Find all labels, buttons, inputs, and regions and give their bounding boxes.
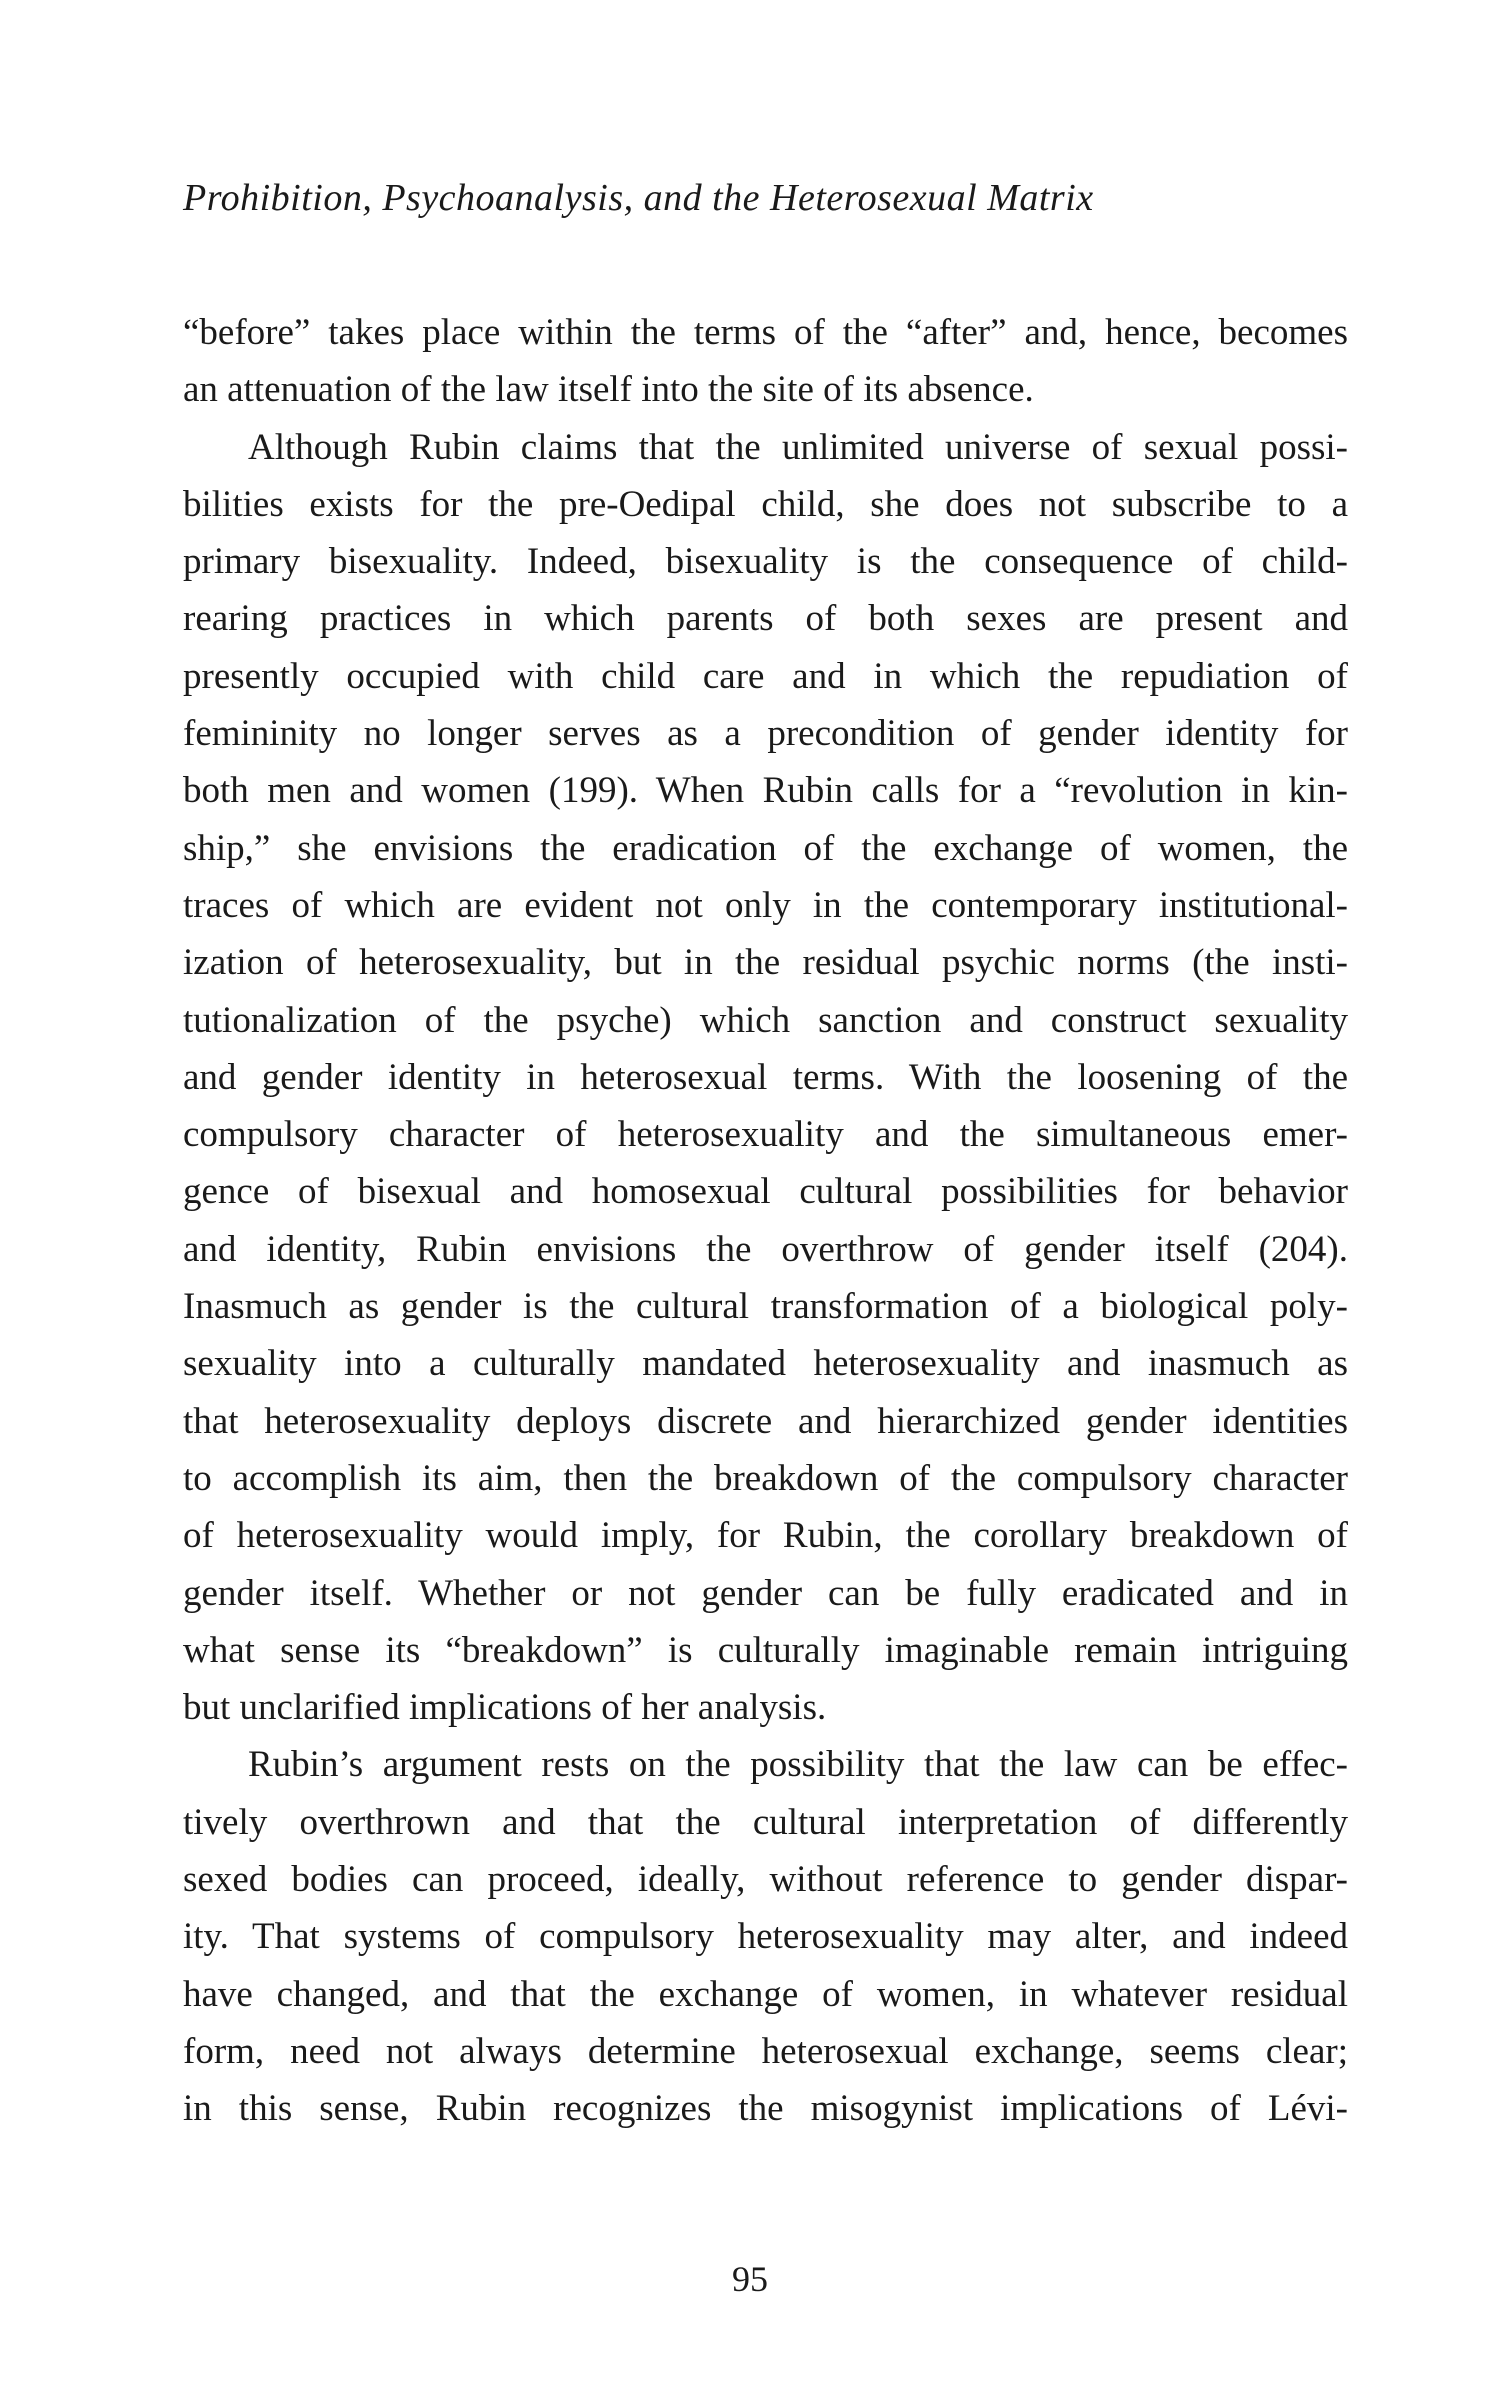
- body-line: to accomplish its aim, then the breakdown of the compulsory character: [183, 1457, 1348, 1499]
- body-line: “before” takes place within the terms of the “after” and, hence, becomes: [183, 312, 1348, 353]
- body-line: of heterosexuality would imply, for Rubin, the corollary breakdown of: [183, 1515, 1348, 1557]
- body-line: primary bisexuality. Indeed, bisexuality is the consequence of child-: [183, 541, 1348, 583]
- body-line: ization of heterosexuality, but in the residual psychic norms (the insti-: [183, 942, 1348, 984]
- body-line: sexuality into a culturally mandated heterosexuality and inasmuch as: [183, 1343, 1348, 1385]
- body-line: presently occupied with child care and in which the repudiation of: [183, 655, 1348, 697]
- body-line: rearing practices in which parents of both sexes are present and: [183, 598, 1348, 640]
- body-line: and gender identity in heterosexual terms. With the loosening of the: [183, 1056, 1348, 1098]
- body-line: gender itself. Whether or not gender can be fully eradicated and in: [183, 1572, 1348, 1614]
- body-line: tutionalization of the psyche) which sanction and construct sexuality: [183, 999, 1348, 1041]
- body-line: what sense its “breakdown” is culturally imaginable remain intriguing: [183, 1629, 1348, 1671]
- body-line: have changed, and that the exchange of women, in whatever residual: [183, 1973, 1348, 2015]
- body-line: Although Rubin claims that the unlimited universe of sexual possi-: [248, 426, 1348, 468]
- body-text: [183, 304, 1348, 2138]
- body-line: ity. That systems of compulsory heterosexuality may alter, and indeed: [183, 1916, 1348, 1958]
- body-line: Inasmuch as gender is the cultural transformation of a biological poly-: [183, 1286, 1348, 1328]
- body-line: an attenuation of the law itself into the site of its absence.: [183, 369, 1034, 411]
- body-line: that heterosexuality deploys discrete and hierarchized gender identities: [183, 1400, 1348, 1442]
- body-line: in this sense, Rubin recognizes the misogynist implications of Lévi-: [183, 2088, 1348, 2130]
- body-line: form, need not always determine heterosexual exchange, seems clear;: [183, 2030, 1348, 2072]
- body-line: bilities exists for the pre-Oedipal child, she does not subscribe to a: [183, 483, 1348, 525]
- body-line: but unclarified implications of her analysis.: [183, 1687, 827, 1729]
- body-line: femininity no longer serves as a precondition of gender identity for: [183, 713, 1348, 755]
- body-line: ship,” she envisions the eradication of the exchange of women, the: [183, 827, 1348, 869]
- running-head-title: Prohibition, Psychoanalysis, and the Heterosexual Matrix: [183, 177, 1094, 219]
- body-line: Rubin’s argument rests on the possibility that the law can be effec-: [248, 1744, 1348, 1786]
- body-line: tively overthrown and that the cultural interpretation of differently: [183, 1801, 1348, 1843]
- body-line: sexed bodies can proceed, ideally, without reference to gender dispar-: [183, 1859, 1348, 1901]
- body-line: gence of bisexual and homosexual cultural possibilities for behavior: [183, 1171, 1348, 1213]
- body-line: compulsory character of heterosexuality and the simultaneous emer-: [183, 1114, 1348, 1156]
- body-line: both men and women (199). When Rubin calls for a “revolution in kin-: [183, 770, 1348, 812]
- body-line: traces of which are evident not only in the contemporary institutional-: [183, 884, 1348, 926]
- page-number: 95: [732, 2259, 768, 2299]
- body-line: and identity, Rubin envisions the overthrow of gender itself (204).: [183, 1228, 1348, 1270]
